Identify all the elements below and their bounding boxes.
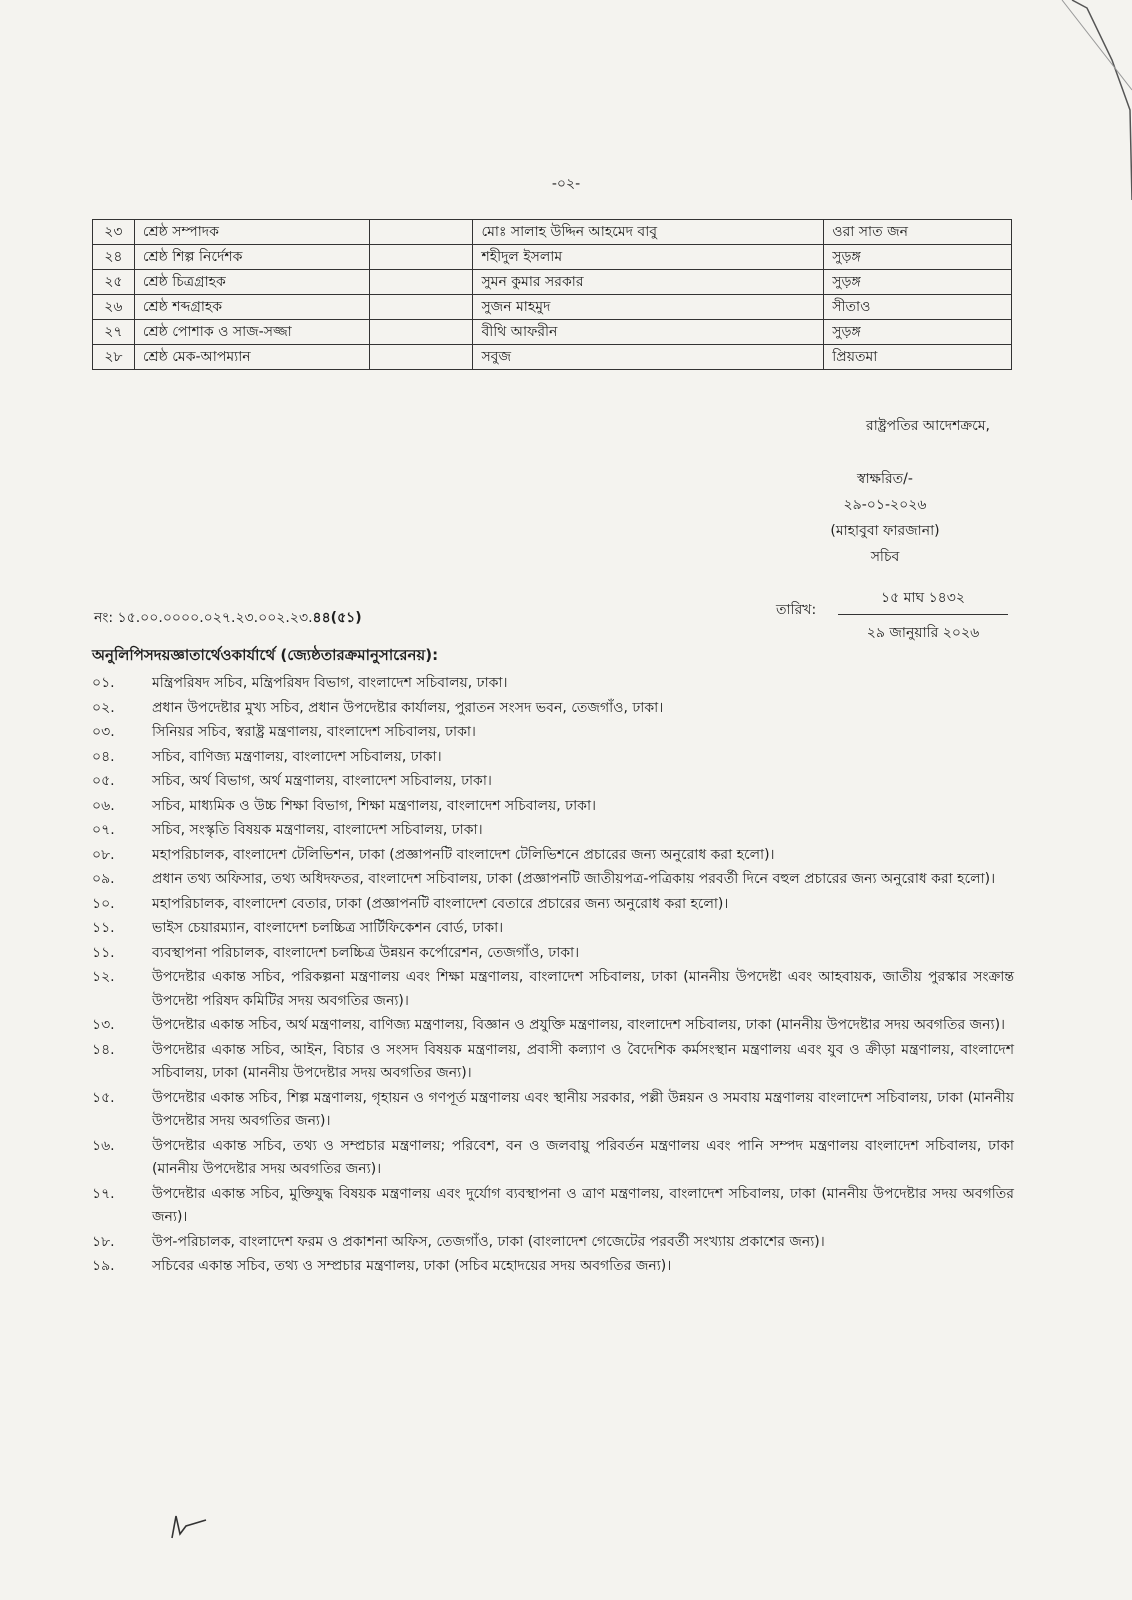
memo-number-bold: ৪৪(৫১)	[312, 610, 362, 626]
list-item	[92, 1231, 1014, 1255]
award-film: ওরা সাত জন	[824, 220, 1012, 245]
memo-number	[94, 606, 362, 630]
list-item	[92, 1183, 1014, 1230]
list-item	[92, 942, 1014, 966]
list-item	[92, 819, 1014, 843]
award-number: ২৬	[93, 295, 135, 320]
signature-block	[800, 466, 970, 570]
cc-item-text: মহাপরিচালক, বাংলাদেশ বেতার, ঢাকা (প্রজ্ঞাপনটি বাংলাদেশ বেতারে প্রচারের জন্য অনুরোধ করা হলো)।	[152, 895, 729, 912]
cc-item-number: ০৫.	[92, 773, 115, 789]
award-number: ২৫	[93, 270, 135, 295]
cc-item-text: ভাইস চেয়ারম্যান, বাংলাদেশ চলচ্চিত্র সার্টিফিকেশন বোর্ড, ঢাকা।	[152, 920, 504, 936]
award-film: সুড়ঙ্গ	[824, 320, 1012, 345]
list-item	[92, 966, 1014, 1013]
cc-list	[92, 672, 1014, 1280]
award-recipient: সবুজ	[473, 345, 824, 370]
order-line: রাষ্ট্রপতির আদেশক্রমে,	[866, 418, 990, 434]
cc-item-text: মন্ত্রিপরিষদ সচিব, মন্ত্রিপরিষদ বিভাগ, বাংলাদেশ সচিবালয়, ঢাকা।	[152, 675, 508, 691]
cc-item-text: মহাপরিচালক, বাংলাদেশ টেলিভিশন, ঢাকা (প্রজ্ঞাপনটি বাংলাদেশ টেলিভিশনে প্রচারের জন্য অনুরোধ করা হলো)।	[152, 846, 775, 863]
page-number: -০২-	[551, 176, 581, 192]
memo-number-prefix: নং: ১৫.০০.০০০০.০২৭.২৩.০০২.২৩.	[94, 610, 313, 626]
list-item	[92, 917, 1014, 941]
award-recipient: শহীদুল ইসলাম	[473, 245, 824, 270]
cc-item-text: সচিব, অর্থ বিভাগ, অর্থ মন্ত্রণালয়, বাংলাদেশ সচিবালয়, ঢাকা।	[152, 773, 492, 789]
signature-date: ২৯-০১-২০২৬	[843, 497, 927, 513]
cc-item-number: ১৫.	[92, 1089, 115, 1106]
award-category: শ্রেষ্ঠ সম্পাদক	[134, 220, 370, 245]
table-row	[93, 270, 1012, 295]
award-film: সীতাও	[824, 295, 1012, 320]
cc-item-text: উপদেষ্টার একান্ত সচিব, শিল্প মন্ত্রণালয়, গৃহায়ন ও গণপূর্ত মন্ত্রণালয় এবং স্থানীয় সরকার, পল্লী উন্নয়ন ও সমবায় মন্ত্রণালয় বাংলাদেশ সচিবালয়, ঢাকা (মাননীয় উপদেষ্টার সদয় অবগতির জন্য)।	[152, 1089, 1014, 1129]
list-item	[92, 697, 1014, 721]
list-item	[92, 1039, 1014, 1086]
award-category: শ্রেষ্ঠ শিল্প নির্দেশক	[134, 245, 370, 270]
award-number: ২৩	[93, 220, 135, 245]
cc-item-number: ১১.	[92, 920, 115, 936]
cc-item-text: উপদেষ্টার একান্ত সচিব, তথ্য ও সম্প্রচার মন্ত্রণালয়; পরিবেশ, বন ও জলবায়ু পরিবর্তন মন্ত্রণালয় এবং পানি সম্পদ মন্ত্রণালয় বাংলাদেশ সচিবালয়, ঢাকা (মাননীয় উপদেষ্টার সদয় অবগতির জন্য)।	[152, 1137, 1014, 1177]
signed-text: স্বাক্ষরিত/-	[857, 471, 913, 487]
award-blank-cell	[370, 245, 473, 270]
table-row	[93, 220, 1012, 245]
award-film: সুড়ঙ্গ	[824, 245, 1012, 270]
date-english: ২৯ জানুয়ারি ২০২৬	[866, 625, 980, 641]
cc-item-number: ১৭.	[92, 1185, 115, 1202]
award-recipient: সুজন মাহমুদ	[473, 295, 824, 320]
cc-item-number: ১৬.	[92, 1137, 115, 1154]
award-number: ২৪	[93, 245, 135, 270]
cc-item-text: উপদেষ্টার একান্ত সচিব, আইন, বিচার ও সংসদ বিষয়ক মন্ত্রণালয়, প্রবাসী কল্যাণ ও বৈদেশিক কর্মসংস্থান মন্ত্রণালয় এবং যুব ও ক্রীড়া মন্ত্রণালয়, বাংলাদেশ সচিবালয়, ঢাকা (মাননীয় উপদেষ্টার সদয় অবগতির জন্য)।	[152, 1041, 1014, 1081]
list-item	[92, 868, 1014, 892]
award-recipient: সুমন কুমার সরকার	[473, 270, 824, 295]
award-number: ২৭	[93, 320, 135, 345]
cc-item-text: উপ-পরিচালক, বাংলাদেশ ফরম ও প্রকাশনা অফিস, তেজগাঁও, ঢাকা (বাংলাদেশ গেজেটের পরবর্তী সংখ্যায় প্রকাশের জন্য)।	[152, 1233, 825, 1250]
cc-item-number: ১৯.	[92, 1258, 115, 1274]
list-item	[92, 844, 1014, 868]
memo-date	[838, 586, 1008, 645]
cc-item-text: উপদেষ্টার একান্ত সচিব, পরিকল্পনা মন্ত্রণালয় এবং শিক্ষা মন্ত্রণালয়, বাংলাদেশ সচিবালয়, ঢাকা (মাননীয় উপদেষ্টা এবং আহবায়ক, জাতীয় পুরস্কার সংক্রান্ত উপদেষ্টা পরিষদ কমিটির সদয় অবগতির জন্য)।	[152, 969, 1014, 1009]
cc-item-text: সচিবের একান্ত সচিব, তথ্য ও সম্প্রচার মন্ত্রণালয়, ঢাকা (সচিব মহোদয়ের সদয় অবগতির জন্য)।	[152, 1258, 672, 1274]
award-category: শ্রেষ্ঠ চিত্রগ্রাহক	[134, 270, 370, 295]
list-item	[92, 721, 1014, 745]
awards-table	[92, 219, 1012, 370]
table-row	[93, 245, 1012, 270]
cc-item-text: সচিব, বাণিজ্য মন্ত্রণালয়, বাংলাদেশ সচিবালয়, ঢাকা।	[152, 748, 442, 765]
list-item	[92, 1135, 1014, 1182]
table-row	[93, 320, 1012, 345]
list-item	[92, 1014, 1014, 1038]
cc-item-number: ১০.	[92, 895, 115, 912]
cc-item-number: ০৩.	[92, 724, 115, 740]
award-blank-cell	[370, 295, 473, 320]
cc-item-number: ১৩.	[92, 1017, 115, 1033]
signatory-designation: সচিব	[870, 549, 900, 565]
cc-item-text: উপদেষ্টার একান্ত সচিব, অর্থ মন্ত্রণালয়, বাণিজ্য মন্ত্রণালয়, বিজ্ঞান ও প্রযুক্তি মন্ত্রণালয়, বাংলাদেশ সচিবালয়, ঢাকা (মাননীয় উপদেষ্টার সদয় অবগতির জন্য)।	[152, 1017, 1006, 1033]
cc-item-number: ০১.	[92, 675, 115, 691]
table-row	[93, 295, 1012, 320]
cc-item-number: ০৮.	[92, 846, 115, 863]
initials-mark	[166, 1508, 212, 1544]
list-item	[92, 770, 1014, 794]
award-blank-cell	[370, 220, 473, 245]
award-number: ২৮	[93, 345, 135, 370]
list-item	[92, 1087, 1014, 1134]
award-category: শ্রেষ্ঠ মেক-আপম্যান	[134, 345, 370, 370]
cc-item-text: সিনিয়র সচিব, স্বরাষ্ট্র মন্ত্রণালয়, বাংলাদেশ সচিবালয়, ঢাকা।	[152, 724, 476, 740]
list-item	[92, 1255, 1014, 1279]
list-item	[92, 672, 1014, 696]
cc-item-number: ১৪.	[92, 1041, 115, 1058]
date-bangla: ১৫ মাঘ ১৪৩২	[838, 586, 1008, 615]
cc-item-text: প্রধান উপদেষ্টার মুখ্য সচিব, প্রধান উপদেষ্টার কার্যালয়, পুরাতন সংসদ ভবন, তেজগাঁও, ঢাকা।	[152, 699, 664, 716]
cc-item-text: ব্যবস্থাপনা পরিচালক, বাংলাদেশ চলচ্চিত্র উন্নয়ন কর্পোরেশন, তেজগাঁও, ঢাকা।	[152, 944, 580, 961]
cc-item-text: সচিব, মাধ্যমিক ও উচ্চ শিক্ষা বিভাগ, শিক্ষা মন্ত্রণালয়, বাংলাদেশ সচিবালয়, ঢাকা।	[152, 797, 597, 814]
award-film: সুড়ঙ্গ	[824, 270, 1012, 295]
date-label: তারিখ:	[776, 602, 817, 618]
cc-item-text: উপদেষ্টার একান্ত সচিব, মুক্তিযুদ্ধ বিষয়ক মন্ত্রণালয় এবং দুর্যোগ ব্যবস্থাপনা ও ত্রাণ মন্ত্রণালয়, বাংলাদেশ সচিবালয়, ঢাকা (মাননীয় উপদেষ্টার সদয় অবগতির জন্য)।	[152, 1185, 1014, 1225]
cc-item-number: ০২.	[92, 699, 115, 716]
cc-heading: অনুলিপিসদয়জ্ঞাতার্থেওকার্যার্থে (জ্যেষ্ঠতারক্রমানুসারেনয়):	[92, 646, 439, 664]
cc-item-number: ১৮.	[92, 1233, 115, 1250]
cc-item-number: ০৪.	[92, 748, 115, 765]
cc-item-number: ১২.	[92, 969, 115, 985]
award-recipient: মোঃ সালাহ উদ্দিন আহমেদ বাবু	[473, 220, 824, 245]
list-item	[92, 795, 1014, 819]
award-category: শ্রেষ্ঠ পোশাক ও সাজ-সজ্জা	[134, 320, 370, 345]
signatory-name: (মাহাবুবা ফারজানা)	[830, 523, 940, 539]
award-blank-cell	[370, 270, 473, 295]
cc-item-text: প্রধান তথ্য অফিসার, তথ্য অধিদফতর, বাংলাদেশ সচিবালয়, ঢাকা (প্রজ্ঞাপনটি জাতীয়পত্র-পত্রিকায় পরবর্তী দিনে বহুল প্রচারের জন্য অনুরোধ করা হলো)।	[152, 871, 996, 887]
award-blank-cell	[370, 345, 473, 370]
cc-item-number: ১১.	[92, 944, 115, 961]
award-blank-cell	[370, 320, 473, 345]
cc-item-number: ০৯.	[92, 871, 115, 887]
list-item	[92, 746, 1014, 770]
cc-item-text: সচিব, সংস্কৃতি বিষয়ক মন্ত্রণালয়, বাংলাদেশ সচিবালয়, ঢাকা।	[152, 822, 483, 838]
cc-item-number: ০৬.	[92, 797, 115, 814]
award-recipient: বীথি আফরীন	[473, 320, 824, 345]
table-row	[93, 345, 1012, 370]
list-item	[92, 893, 1014, 917]
cc-item-number: ০৭.	[92, 822, 115, 838]
award-category: শ্রেষ্ঠ শব্দগ্রাহক	[134, 295, 370, 320]
award-film: প্রিয়তমা	[824, 345, 1012, 370]
